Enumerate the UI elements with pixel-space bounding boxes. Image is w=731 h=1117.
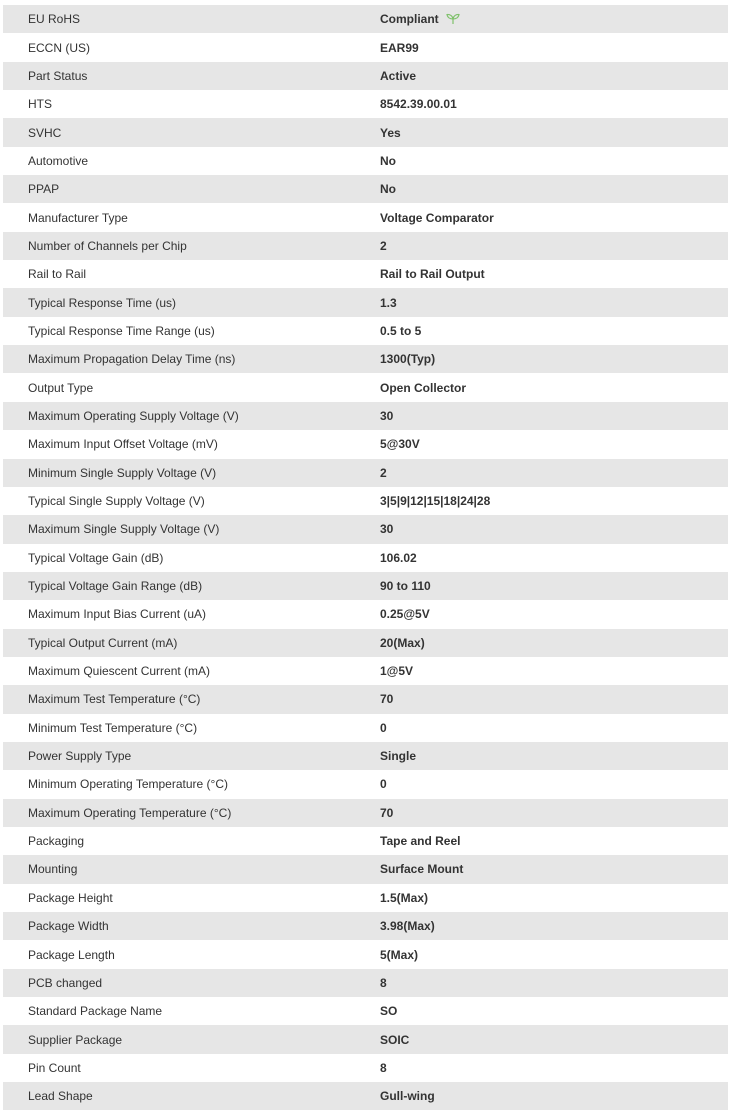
spec-value-cell xyxy=(355,806,728,820)
spec-row xyxy=(3,373,728,401)
spec-value: 8542.39.00.01 xyxy=(380,97,457,112)
spec-row xyxy=(3,288,728,316)
spec-value: 8 xyxy=(380,975,387,990)
spec-row xyxy=(3,770,728,798)
spec-value: No xyxy=(380,182,396,197)
spec-label: HTS xyxy=(28,97,52,112)
spec-row xyxy=(3,175,728,203)
spec-row xyxy=(3,714,728,742)
spec-label: PPAP xyxy=(28,182,60,197)
spec-value-cell xyxy=(355,522,728,536)
spec-label: Output Type xyxy=(28,380,94,395)
spec-row xyxy=(3,1082,728,1110)
spec-label: Minimum Test Temperature (°C) xyxy=(28,720,198,735)
spec-value-cell xyxy=(355,1033,728,1047)
spec-value: EAR99 xyxy=(380,40,419,55)
spec-label: ECCN (US) xyxy=(28,40,90,55)
spec-row xyxy=(3,884,728,912)
spec-value-cell xyxy=(355,891,728,905)
spec-label: EU RoHS xyxy=(28,12,81,27)
spec-value: 5@30V xyxy=(380,437,420,452)
spec-label: Typical Response Time (us) xyxy=(28,295,177,310)
spec-row xyxy=(3,855,728,883)
spec-label: Typical Voltage Gain Range (dB) xyxy=(28,579,203,594)
spec-label: Typical Output Current (mA) xyxy=(28,635,178,650)
spec-row xyxy=(3,118,728,146)
spec-label: Pin Count xyxy=(28,1060,81,1075)
leaf-icon xyxy=(446,13,460,25)
spec-value-cell xyxy=(355,466,728,480)
spec-value-cell xyxy=(355,296,728,310)
spec-label: Maximum Input Offset Voltage (mV) xyxy=(28,437,218,452)
spec-label: Maximum Operating Supply Voltage (V) xyxy=(28,408,239,423)
spec-value-cell xyxy=(355,692,728,706)
spec-label: Power Supply Type xyxy=(28,749,132,764)
spec-value: Open Collector xyxy=(380,380,467,395)
spec-row xyxy=(3,90,728,118)
spec-row xyxy=(3,657,728,685)
spec-row xyxy=(3,147,728,175)
spec-row xyxy=(3,912,728,940)
spec-value-cell xyxy=(355,437,728,451)
spec-value-cell xyxy=(355,976,728,990)
spec-label: Maximum Test Temperature (°C) xyxy=(28,692,201,707)
spec-value: 70 xyxy=(380,692,394,707)
spec-row xyxy=(3,317,728,345)
spec-label: Number of Channels per Chip xyxy=(28,238,187,253)
spec-value-cell xyxy=(355,862,728,876)
spec-label: Maximum Quiescent Current (mA) xyxy=(28,664,211,679)
spec-value-cell xyxy=(355,69,728,83)
spec-value: 0.5 to 5 xyxy=(380,323,422,338)
spec-row xyxy=(3,62,728,90)
spec-value-cell xyxy=(355,494,728,508)
spec-label: PCB changed xyxy=(28,975,103,990)
spec-row xyxy=(3,260,728,288)
spec-value: Gull-wing xyxy=(380,1089,435,1104)
spec-value-cell xyxy=(355,551,728,565)
spec-row xyxy=(3,600,728,628)
spec-label: Maximum Operating Temperature (°C) xyxy=(28,805,232,820)
spec-row xyxy=(3,203,728,231)
spec-value-cell xyxy=(355,324,728,338)
spec-value: 5(Max) xyxy=(380,947,419,962)
spec-label: Mounting xyxy=(28,862,78,877)
spec-row xyxy=(3,629,728,657)
spec-value: 70 xyxy=(380,805,394,820)
spec-value-cell xyxy=(355,41,728,55)
spec-value: 20(Max) xyxy=(380,635,425,650)
spec-value-cell xyxy=(355,664,728,678)
spec-value-cell xyxy=(355,607,728,621)
spec-value: 30 xyxy=(380,522,394,537)
spec-value: Yes xyxy=(380,125,401,140)
spec-label: Maximum Propagation Delay Time (ns) xyxy=(28,352,236,367)
spec-value: 8 xyxy=(380,1060,387,1075)
spec-value-cell xyxy=(355,409,728,423)
spec-value-cell xyxy=(355,749,728,763)
spec-value: 1@5V xyxy=(380,664,414,679)
spec-label: Maximum Input Bias Current (uA) xyxy=(28,607,207,622)
spec-value-cell xyxy=(355,1089,728,1103)
spec-label: Package Width xyxy=(28,919,109,934)
spec-value-cell xyxy=(355,154,728,168)
spec-value: 2 xyxy=(380,465,387,480)
spec-label: Rail to Rail xyxy=(28,267,87,282)
spec-value-cell xyxy=(355,126,728,140)
spec-value: Active xyxy=(380,68,417,83)
spec-value: Single xyxy=(380,749,417,764)
spec-value-cell xyxy=(355,211,728,225)
spec-row xyxy=(3,544,728,572)
spec-value-cell xyxy=(355,636,728,650)
spec-row xyxy=(3,572,728,600)
spec-value: SOIC xyxy=(380,1032,410,1047)
spec-row xyxy=(3,430,728,458)
spec-value-cell xyxy=(355,721,728,735)
spec-value-cell xyxy=(355,267,728,281)
spec-value: 1.3 xyxy=(380,295,397,310)
spec-label: Standard Package Name xyxy=(28,1004,163,1019)
spec-value: Surface Mount xyxy=(380,862,464,877)
spec-value: 1.5(Max) xyxy=(380,890,429,905)
spec-label: Lead Shape xyxy=(28,1089,93,1104)
spec-value-cell xyxy=(355,919,728,933)
spec-label: Typical Voltage Gain (dB) xyxy=(28,550,164,565)
spec-value: No xyxy=(380,153,396,168)
spec-value-cell xyxy=(355,948,728,962)
spec-row xyxy=(3,487,728,515)
spec-row xyxy=(3,827,728,855)
spec-label: Minimum Operating Temperature (°C) xyxy=(28,777,228,792)
spec-row xyxy=(3,969,728,997)
spec-label: Packaging xyxy=(28,834,85,849)
spec-row xyxy=(3,685,728,713)
spec-label: SVHC xyxy=(28,125,62,140)
spec-value: Voltage Comparator xyxy=(380,210,494,225)
spec-value: 1300(Typ) xyxy=(380,352,436,367)
spec-label: Automotive xyxy=(28,153,89,168)
spec-value-cell xyxy=(355,834,728,848)
spec-label: Supplier Package xyxy=(28,1032,123,1047)
spec-value-cell xyxy=(355,182,728,196)
spec-label: Part Status xyxy=(28,68,88,83)
spec-label: Typical Single Supply Voltage (V) xyxy=(28,494,205,509)
spec-value: 2 xyxy=(380,238,387,253)
spec-value: 0 xyxy=(380,777,387,792)
spec-value-cell xyxy=(355,381,728,395)
spec-value: 90 to 110 xyxy=(380,579,431,594)
spec-value: 106.02 xyxy=(380,550,417,565)
spec-value-cell xyxy=(355,12,728,26)
spec-value-cell xyxy=(355,579,728,593)
spec-row xyxy=(3,1054,728,1082)
spec-row xyxy=(3,5,728,33)
spec-value-cell xyxy=(355,777,728,791)
spec-row xyxy=(3,33,728,61)
specifications-table xyxy=(3,5,728,1110)
spec-value: 0.25@5V xyxy=(380,607,430,622)
spec-value-cell xyxy=(355,239,728,253)
spec-value-cell xyxy=(355,97,728,111)
spec-label: Typical Response Time Range (us) xyxy=(28,323,215,338)
spec-label: Manufacturer Type xyxy=(28,210,128,225)
spec-value-cell xyxy=(355,352,728,366)
spec-row xyxy=(3,799,728,827)
spec-value: 0 xyxy=(380,720,387,735)
spec-label: Minimum Single Supply Voltage (V) xyxy=(28,465,217,480)
spec-row xyxy=(3,402,728,430)
spec-value: Rail to Rail Output xyxy=(380,267,485,282)
spec-value: 3.98(Max) xyxy=(380,919,435,934)
spec-value: SO xyxy=(380,1004,398,1019)
spec-label: Package Length xyxy=(28,947,115,962)
spec-value: Compliant xyxy=(380,12,439,27)
spec-value-cell xyxy=(355,1004,728,1018)
spec-row xyxy=(3,997,728,1025)
spec-row xyxy=(3,1025,728,1053)
spec-value: 3|5|9|12|15|18|24|28 xyxy=(380,494,491,509)
spec-value: Tape and Reel xyxy=(380,834,461,849)
spec-value-cell xyxy=(355,1061,728,1075)
spec-value: 30 xyxy=(380,408,394,423)
spec-label: Maximum Single Supply Voltage (V) xyxy=(28,522,220,537)
spec-row xyxy=(3,232,728,260)
spec-label: Package Height xyxy=(28,890,113,905)
spec-row xyxy=(3,345,728,373)
spec-row xyxy=(3,515,728,543)
spec-row xyxy=(3,940,728,968)
spec-row xyxy=(3,459,728,487)
spec-row xyxy=(3,742,728,770)
